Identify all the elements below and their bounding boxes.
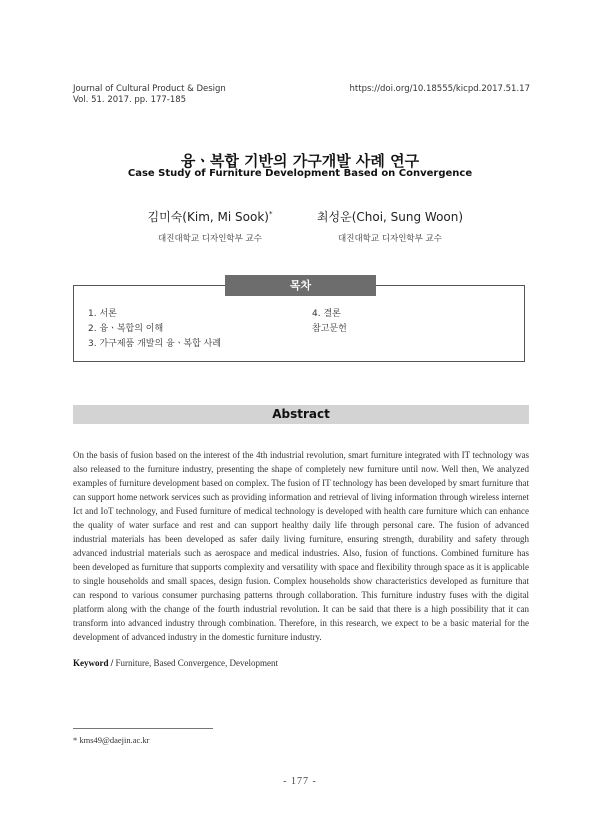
doi-link[interactable]: https://doi.org/10.18555/kicpd.2017.51.17 <box>349 84 530 94</box>
keyword-label: Keyword / <box>73 658 114 668</box>
keyword-value: Furniture, Based Convergence, Development <box>115 658 279 668</box>
toc-item: 참고문헌 <box>312 324 347 334</box>
author-2-affiliation: 대진대학교 디자인학부 교수 <box>338 234 442 244</box>
journal-name: Journal of Cultural Product & Design <box>73 84 226 94</box>
toc-right-column <box>312 307 347 337</box>
toc-item: 1. 서론 <box>88 309 117 319</box>
author-2 <box>290 208 490 244</box>
author-1 <box>110 208 310 244</box>
toc-item: 4. 결론 <box>312 309 341 319</box>
toc-heading: 목차 <box>225 275 376 296</box>
abstract-heading: Abstract <box>73 405 529 424</box>
journal-volume: Vol. 51. 2017. pp. 177-185 <box>73 95 187 105</box>
toc-item: 3. 가구제품 개발의 융ㆍ복합 사례 <box>88 339 222 349</box>
author-1-affiliation: 대진대학교 디자인학부 교수 <box>158 234 262 244</box>
footnote-email: * kms49@daejin.ac.kr <box>73 735 150 745</box>
title-english: Case Study of Furniture Development Based on Convergence <box>127 168 473 179</box>
keyword-line <box>73 658 278 668</box>
footnote-divider <box>73 728 213 729</box>
title-korean: 융ㆍ복합 기반의 가구개발 사례 연구 <box>180 152 420 170</box>
author-1-name: 김미숙(Kim, Mi Sook) <box>147 210 269 224</box>
toc-item: 2. 융ㆍ복합의 이해 <box>88 324 164 334</box>
abstract-body: On the basis of fusion based on the interest of the 4th industrial revolution, smart furniture integrated with IT technology was also released to the furniture industry, presenting the shape of completely new furniture until now. Well then, We analyzed examples of furniture development based on complex. The fusion of IT technology has been developed by smart furniture that can support home network services such as providing information and retrieval of living information through wireless internet Ict and IoT technology, and Fused furniture of medical technology is developed with health care furniture which can enhance the quality of water surface and rest and can support healthy daily life through personal care. The fusion of advanced industrial materials has been developed as safer daily living furniture, ensuring strength, durability and safety through advanced industrial materials such as aerospace and medical industries. Also, fusion of functions. Combined furniture has been developed as furniture that supports complexity and versatility with space and flexibility through space as it is applicable to single households and small spaces, design fusion. Complex households show characteristics developed as furniture that can respond to various consumer purchasing patterns through collaboration. This furniture industry fuses with the digital platform along with the change of the fourth industrial revolution. It can be said that there is a high possibility that it can transform into advanced industry through combination. Therefore, in this research, we expect to be a basic material for the development of advanced industry in the domestic furniture industry. <box>73 450 529 642</box>
toc-left-column <box>88 307 221 352</box>
page-number: - 177 - <box>283 776 317 787</box>
author-2-name: 최성운(Choi, Sung Woon) <box>316 210 464 224</box>
journal-header <box>73 84 226 106</box>
author-1-mark: * <box>268 210 273 218</box>
